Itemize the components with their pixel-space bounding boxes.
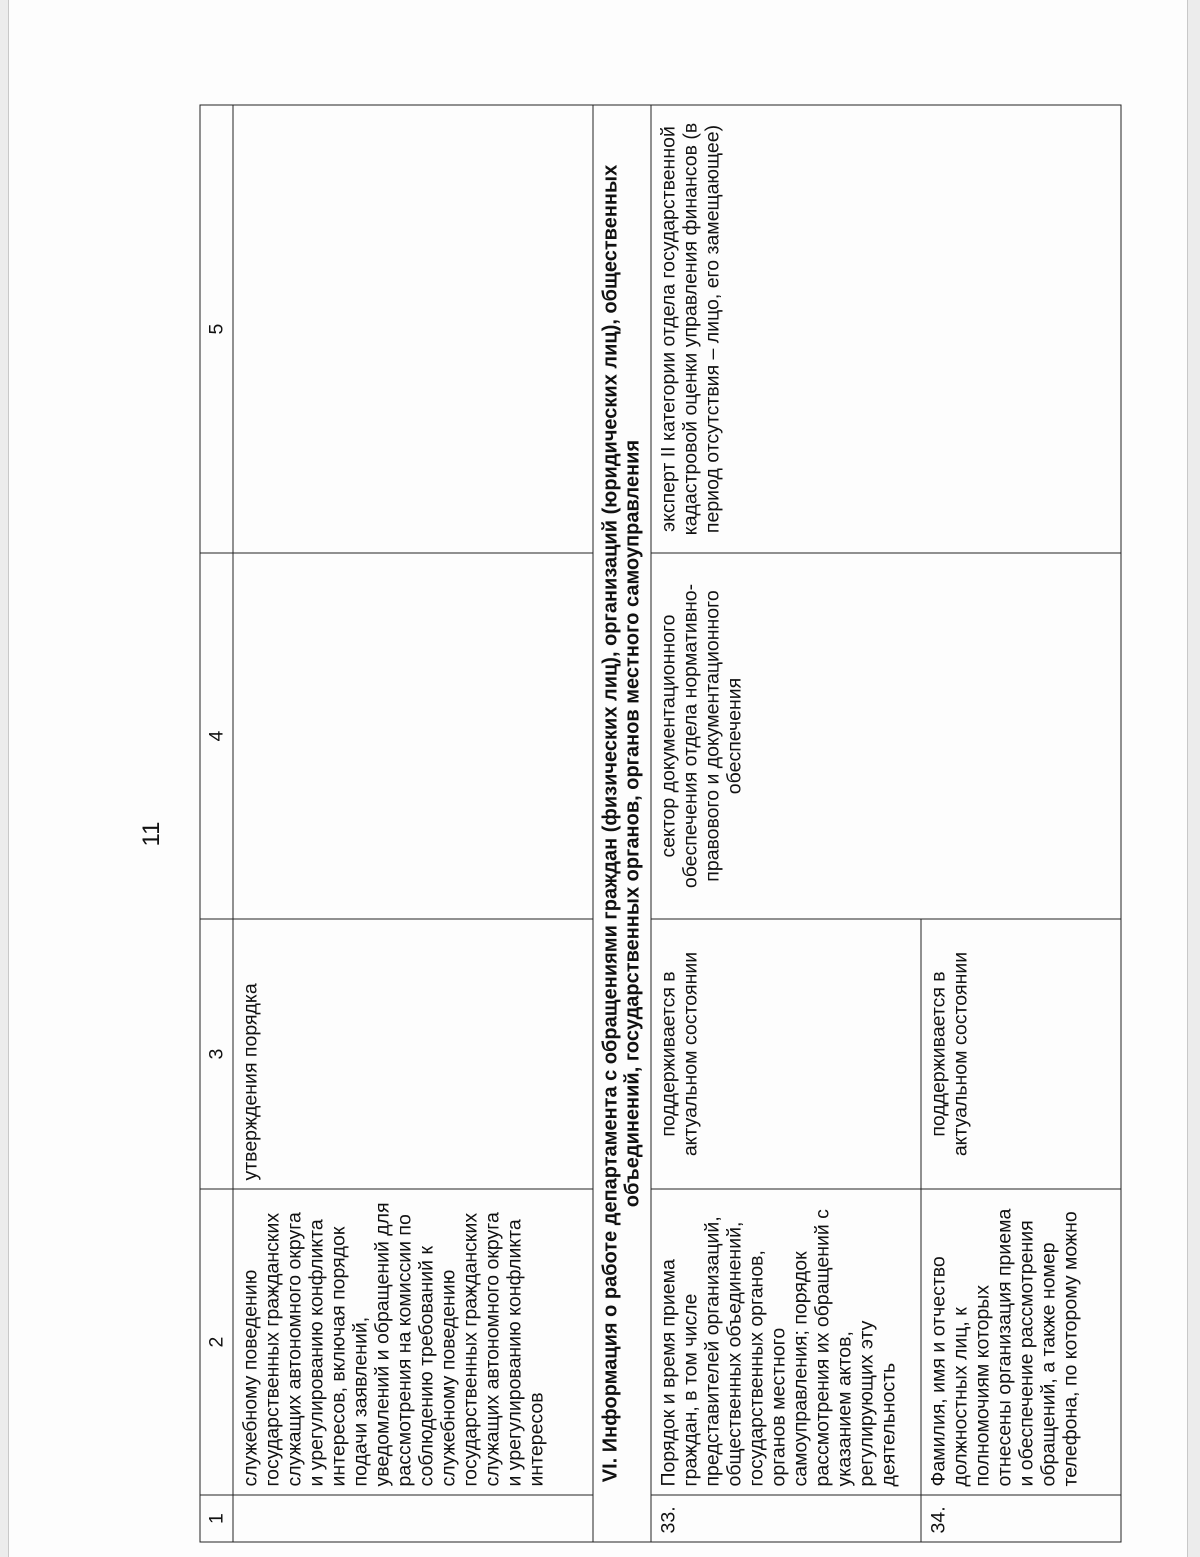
row34-deadline: поддерживается в актуальном состоянии — [921, 919, 1121, 1189]
header-cell-4: 4 — [200, 553, 233, 919]
row-cont-responsible-person — [233, 105, 593, 553]
row34-number: 34. — [921, 1495, 1121, 1542]
section-row — [593, 105, 651, 1542]
table-row-33 — [651, 105, 921, 1542]
header-cell-1: 1 — [200, 1495, 233, 1542]
row33-responsible-unit: сектор документационного обеспечения отдела нормативно-правового и документационного обеспечения — [651, 553, 1121, 919]
header-cell-2: 2 — [200, 1189, 233, 1495]
row33-responsible-person: эксперт II категории отдела государственной кадастровой оценки управления финансов (в период отсутствия – лицо, его замещающее) — [651, 105, 1121, 553]
table-row-continued — [233, 105, 593, 1542]
rotated-table-container — [200, 106, 1122, 1543]
header-row — [200, 105, 233, 1542]
info-table — [200, 105, 1122, 1543]
row-cont-deadline: утверждения порядка — [233, 919, 593, 1189]
header-cell-5: 5 — [200, 105, 233, 553]
row33-deadline: поддерживается в актуальном состоянии — [651, 919, 921, 1189]
row34-description: Фамилия, имя и отчество должностных лиц, к полномочиям которых отнесены организация приема и обеспечение рассмотрения обращений, а также номер телефона, по которому можно — [921, 1189, 1121, 1495]
row-cont-responsible-unit — [233, 553, 593, 919]
page-number: 11 — [138, 821, 165, 847]
row33-number: 33. — [651, 1495, 921, 1542]
document-page — [8, 0, 1188, 1557]
row33-description: Порядок и время приема граждан, в том числе представителей организаций, общественных объединений, государственных органов, органов местного самоуправления; порядок рассмотрения их обращений с указанием актов, регулирующих эту деятельность — [651, 1189, 921, 1495]
section-title: VI. Информация о работе департамента с обращениями граждан (физических лиц), организаций (юридических лиц), общественных объединений, государственных органов, органов местного самоуправления — [593, 105, 651, 1542]
row-cont-num — [233, 1495, 593, 1542]
row-cont-description: служебному поведению государственных гражданских служащих автономного округа и урегулированию конфликта интересов, включая порядок подачи заявлений, уведомлений и обращений для рассмотрения на комиссии по соблюдению требований к служебному поведению государственных гражданских служащих автономного округа и урегулированию конфликта интересов — [233, 1189, 593, 1495]
header-cell-3: 3 — [200, 919, 233, 1189]
